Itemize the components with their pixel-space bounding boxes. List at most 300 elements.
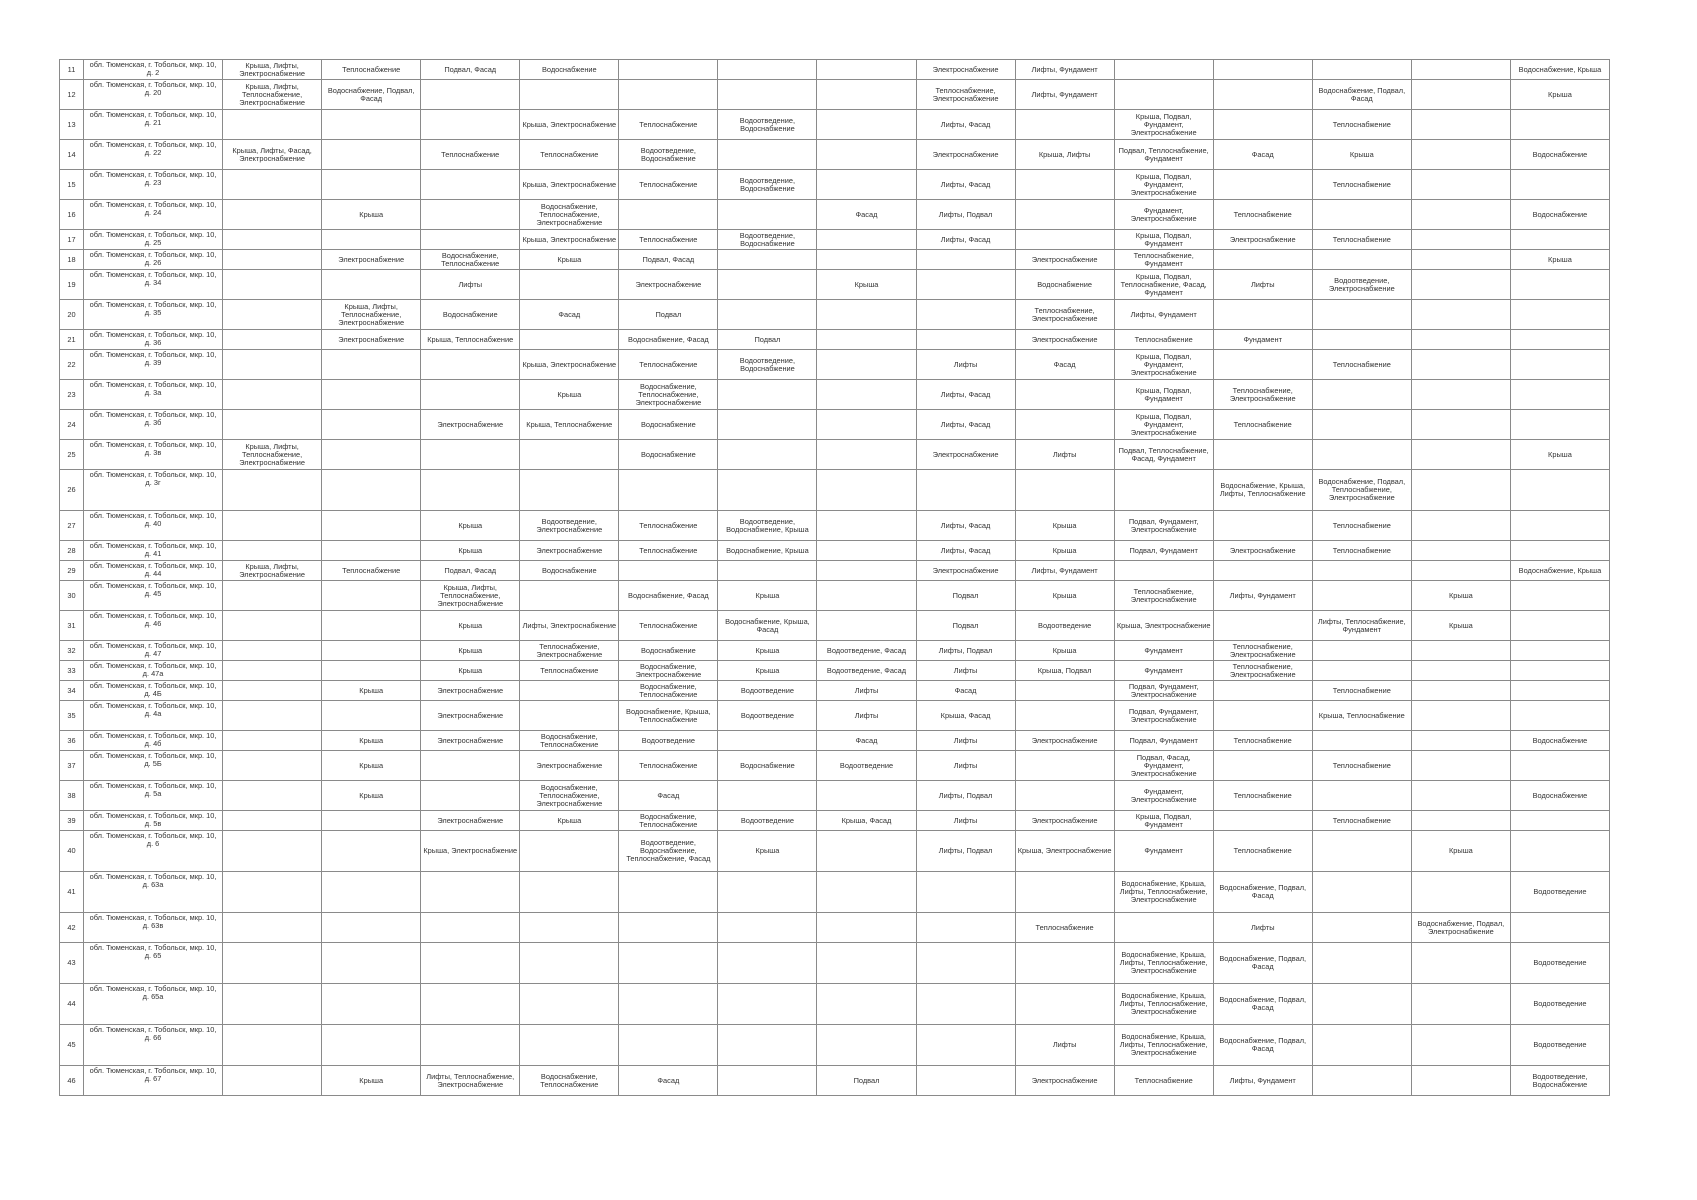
work-cell: [1411, 661, 1510, 681]
work-cell: [1510, 270, 1609, 300]
row-number-cell: 32: [60, 641, 84, 661]
address-cell: обл. Тюменская, г. Тобольск, мкр. 10, д. 47а: [84, 661, 223, 681]
work-cell: Подвал, Фундамент, Электроснабжение: [1114, 511, 1213, 541]
work-cell: Лифты, Теплоснабжение, Электроснабжение: [421, 1066, 520, 1096]
work-cell: [619, 80, 718, 110]
work-cell: [322, 270, 421, 300]
work-cell: Теплоснабжение: [619, 170, 718, 200]
work-cell: [817, 380, 916, 410]
work-cell: [916, 872, 1015, 913]
work-cell: Подвал: [916, 611, 1015, 641]
work-cell: Теплоснабжение, Электроснабжение: [1213, 380, 1312, 410]
work-cell: Крыша: [1015, 541, 1114, 561]
work-cell: [520, 913, 619, 943]
work-cell: Крыша: [421, 611, 520, 641]
work-cell: [718, 872, 817, 913]
work-cell: Электроснабжение: [520, 541, 619, 561]
work-cell: [817, 230, 916, 250]
work-cell: Крыша: [718, 581, 817, 611]
table-row: [60, 440, 1610, 470]
work-cell: [223, 701, 322, 731]
work-cell: [421, 440, 520, 470]
work-cell: [322, 110, 421, 140]
work-cell: [1213, 681, 1312, 701]
work-cell: [322, 641, 421, 661]
work-cell: Электроснабжение: [1213, 230, 1312, 250]
work-cell: Фасад: [817, 200, 916, 230]
work-cell: [619, 200, 718, 230]
work-cell: [1411, 200, 1510, 230]
address-cell: обл. Тюменская, г. Тобольск, мкр. 10, д. 23: [84, 170, 223, 200]
work-cell: Лифты, Фасад: [916, 410, 1015, 440]
work-cell: [223, 250, 322, 270]
work-cell: [1510, 701, 1609, 731]
work-cell: [223, 350, 322, 380]
work-cell: Крыша: [718, 641, 817, 661]
work-cell: [1411, 140, 1510, 170]
work-cell: Подвал, Теплоснабжение, Фасад, Фундамент: [1114, 440, 1213, 470]
work-cell: [322, 380, 421, 410]
work-cell: [1411, 110, 1510, 140]
work-cell: [322, 140, 421, 170]
work-cell: Электроснабжение: [1015, 250, 1114, 270]
work-cell: [322, 440, 421, 470]
work-cell: [223, 831, 322, 872]
work-cell: Электроснабжение: [421, 731, 520, 751]
work-cell: [817, 511, 916, 541]
address-cell: обл. Тюменская, г. Тобольск, мкр. 10, д. 21: [84, 110, 223, 140]
work-cell: Крыша: [1411, 581, 1510, 611]
row-number-cell: 31: [60, 611, 84, 641]
work-cell: Крыша: [520, 811, 619, 831]
work-cell: Теплоснабжение: [1312, 511, 1411, 541]
work-cell: [520, 270, 619, 300]
row-number-cell: 19: [60, 270, 84, 300]
work-cell: Крыша: [322, 781, 421, 811]
work-cell: [1411, 701, 1510, 731]
work-cell: [817, 300, 916, 330]
work-cell: [817, 110, 916, 140]
address-cell: обл. Тюменская, г. Тобольск, мкр. 10, д. 26: [84, 250, 223, 270]
work-cell: [1411, 1066, 1510, 1096]
work-cell: [1510, 410, 1609, 440]
work-cell: [817, 1025, 916, 1066]
address-cell: обл. Тюменская, г. Тобольск, мкр. 10, д. 46: [84, 611, 223, 641]
work-cell: Крыша, Лифты, Электроснабжение: [223, 561, 322, 581]
work-cell: Подвал: [619, 300, 718, 330]
work-cell: Теплоснабжение: [322, 60, 421, 80]
work-cell: [1510, 641, 1609, 661]
work-cell: Подвал, Фундамент, Электроснабжение: [1114, 701, 1213, 731]
work-cell: Теплоснабжение: [619, 511, 718, 541]
work-cell: [1510, 751, 1609, 781]
work-cell: [421, 380, 520, 410]
row-number-cell: 33: [60, 661, 84, 681]
work-cell: Теплоснабжение: [1312, 350, 1411, 380]
work-cell: [1312, 410, 1411, 440]
work-cell: [1114, 80, 1213, 110]
work-cell: Лифты: [1213, 270, 1312, 300]
work-cell: [1312, 1066, 1411, 1096]
row-number-cell: 26: [60, 470, 84, 511]
work-cell: [1312, 330, 1411, 350]
work-cell: Крыша, Лифты, Теплоснабжение, Электроснабжение: [223, 440, 322, 470]
work-cell: [1312, 943, 1411, 984]
work-cell: [1411, 984, 1510, 1025]
work-cell: Водоснабжение: [1510, 731, 1609, 751]
work-cell: [817, 350, 916, 380]
table-row: [60, 661, 1610, 681]
row-number-cell: 29: [60, 561, 84, 581]
work-cell: [1411, 811, 1510, 831]
work-cell: Водоснабжение, Теплоснабжение, Электроснабжение: [520, 781, 619, 811]
work-cell: Фасад: [916, 681, 1015, 701]
work-cell: [718, 440, 817, 470]
work-cell: [1411, 80, 1510, 110]
work-cell: Крыша, Лифты, Теплоснабжение, Электроснабжение: [322, 300, 421, 330]
work-cell: [1213, 561, 1312, 581]
address-cell: обл. Тюменская, г. Тобольск, мкр. 10, д. 25: [84, 230, 223, 250]
row-number-cell: 21: [60, 330, 84, 350]
work-cell: [1411, 681, 1510, 701]
work-cell: Водоотведение: [718, 811, 817, 831]
work-cell: Водоснабжение: [520, 60, 619, 80]
work-cell: Подвал, Фундамент: [1114, 541, 1213, 561]
work-cell: [1411, 751, 1510, 781]
work-cell: [1411, 781, 1510, 811]
row-number-cell: 23: [60, 380, 84, 410]
work-cell: [1213, 110, 1312, 140]
row-number-cell: 14: [60, 140, 84, 170]
work-cell: [1411, 250, 1510, 270]
work-cell: [421, 872, 520, 913]
work-cell: [1411, 60, 1510, 80]
work-cell: Крыша: [322, 731, 421, 751]
work-cell: Крыша: [520, 380, 619, 410]
work-cell: Водоснабжение, Подвал, Фасад: [1213, 984, 1312, 1025]
work-cell: [421, 350, 520, 380]
work-cell: Крыша, Теплоснабжение: [520, 410, 619, 440]
work-cell: [1213, 751, 1312, 781]
work-cell: [718, 561, 817, 581]
row-number-cell: 22: [60, 350, 84, 380]
row-number-cell: 37: [60, 751, 84, 781]
row-number-cell: 34: [60, 681, 84, 701]
address-cell: обл. Тюменская, г. Тобольск, мкр. 10, д. 4б: [84, 731, 223, 751]
address-cell: обл. Тюменская, г. Тобольск, мкр. 10, д. 3в: [84, 440, 223, 470]
work-cell: Теплоснабжение, Электроснабжение: [1213, 661, 1312, 681]
work-cell: Лифты: [916, 350, 1015, 380]
work-cell: Электроснабжение: [916, 60, 1015, 80]
work-cell: [916, 913, 1015, 943]
work-cell: [223, 581, 322, 611]
work-cell: Теплоснабжение: [520, 661, 619, 681]
work-cell: Подвал, Фасад, Фундамент, Электроснабжение: [1114, 751, 1213, 781]
work-cell: Крыша, Фасад: [916, 701, 1015, 731]
work-cell: [1213, 80, 1312, 110]
table-row: [60, 330, 1610, 350]
work-cell: [718, 781, 817, 811]
work-cell: Теплоснабжение: [1312, 170, 1411, 200]
address-cell: обл. Тюменская, г. Тобольск, мкр. 10, д. 34: [84, 270, 223, 300]
work-cell: Теплоснабжение: [421, 140, 520, 170]
work-cell: Водоснабжение, Подвал, Теплоснабжение, Электроснабжение: [1312, 470, 1411, 511]
work-cell: [1015, 410, 1114, 440]
work-cell: Теплоснабжение: [619, 751, 718, 781]
address-cell: обл. Тюменская, г. Тобольск, мкр. 10, д. 2: [84, 60, 223, 80]
row-number-cell: 41: [60, 872, 84, 913]
work-cell: Лифты, Фундамент: [1015, 80, 1114, 110]
work-cell: [1213, 60, 1312, 80]
work-cell: [520, 872, 619, 913]
table-row: [60, 200, 1610, 230]
work-cell: Фундамент, Электроснабжение: [1114, 200, 1213, 230]
address-cell: обл. Тюменская, г. Тобольск, мкр. 10, д. 65а: [84, 984, 223, 1025]
address-cell: обл. Тюменская, г. Тобольск, мкр. 10, д. 65: [84, 943, 223, 984]
work-cell: [718, 410, 817, 440]
work-cell: [619, 913, 718, 943]
row-number-cell: 45: [60, 1025, 84, 1066]
work-cell: [322, 230, 421, 250]
work-cell: [520, 681, 619, 701]
work-cell: Водоотведение, Водоснабжение: [718, 110, 817, 140]
work-cell: [1213, 440, 1312, 470]
work-cell: Подвал, Фундамент: [1114, 731, 1213, 751]
work-cell: [223, 1066, 322, 1096]
work-cell: Крыша: [421, 661, 520, 681]
work-cell: [421, 751, 520, 781]
work-cell: [1312, 913, 1411, 943]
row-number-cell: 38: [60, 781, 84, 811]
table-row: [60, 581, 1610, 611]
table-row: [60, 60, 1610, 80]
work-cell: [1312, 561, 1411, 581]
work-cell: [1411, 270, 1510, 300]
work-cell: Крыша, Подвал, Фундамент, Электроснабжение: [1114, 410, 1213, 440]
work-cell: Электроснабжение: [916, 140, 1015, 170]
work-cell: [1510, 330, 1609, 350]
work-cell: Электроснабжение: [916, 561, 1015, 581]
work-cell: Теплоснабжение: [1114, 330, 1213, 350]
work-cell: [619, 60, 718, 80]
address-cell: обл. Тюменская, г. Тобольск, мкр. 10, д. 24: [84, 200, 223, 230]
work-cell: [520, 440, 619, 470]
work-cell: [619, 872, 718, 913]
address-cell: обл. Тюменская, г. Тобольск, мкр. 10, д. 35: [84, 300, 223, 330]
work-cell: Водоснабжение, Теплоснабжение, Электроснабжение: [619, 380, 718, 410]
work-cell: Крыша, Электроснабжение: [520, 170, 619, 200]
work-cell: [223, 751, 322, 781]
work-cell: [718, 913, 817, 943]
table-row: [60, 80, 1610, 110]
work-cell: [916, 300, 1015, 330]
work-cell: [223, 984, 322, 1025]
work-cell: [718, 984, 817, 1025]
work-cell: Лифты: [1213, 913, 1312, 943]
work-cell: [223, 541, 322, 561]
work-cell: [1411, 511, 1510, 541]
work-cell: Лифты, Фундамент: [1114, 300, 1213, 330]
work-cell: [817, 440, 916, 470]
work-cell: Крыша, Электроснабжение: [421, 831, 520, 872]
work-cell: Подвал, Теплоснабжение, Фундамент: [1114, 140, 1213, 170]
address-cell: обл. Тюменская, г. Тобольск, мкр. 10, д. 3а: [84, 380, 223, 410]
work-cell: [1015, 751, 1114, 781]
work-cell: Водоснабжение, Подвал, Фасад: [1213, 943, 1312, 984]
work-cell: [817, 781, 916, 811]
work-cell: [223, 380, 322, 410]
work-cell: [1015, 230, 1114, 250]
work-cell: Водоснабжение, Теплоснабжение, Электроснабжение: [520, 200, 619, 230]
work-cell: Крыша, Подвал, Теплоснабжение, Фасад, Фундамент: [1114, 270, 1213, 300]
work-cell: [916, 1025, 1015, 1066]
work-cell: [916, 270, 1015, 300]
address-cell: обл. Тюменская, г. Тобольск, мкр. 10, д. 3б: [84, 410, 223, 440]
work-cell: [1312, 250, 1411, 270]
row-number-cell: 18: [60, 250, 84, 270]
work-cell: Крыша: [1015, 641, 1114, 661]
work-cell: Крыша, Подвал, Фундамент, Электроснабжение: [1114, 350, 1213, 380]
work-cell: Фундамент: [1114, 831, 1213, 872]
row-number-cell: 28: [60, 541, 84, 561]
work-cell: Теплоснабжение: [1213, 781, 1312, 811]
work-cell: [223, 230, 322, 250]
work-cell: Теплоснабжение: [619, 541, 718, 561]
work-cell: [1312, 661, 1411, 681]
work-cell: [1312, 380, 1411, 410]
address-cell: обл. Тюменская, г. Тобольск, мкр. 10, д. 36: [84, 330, 223, 350]
work-cell: Теплоснабжение: [619, 110, 718, 140]
table-row: [60, 781, 1610, 811]
work-cell: [1114, 561, 1213, 581]
table-row: [60, 811, 1610, 831]
work-cell: Лифты, Электроснабжение: [520, 611, 619, 641]
work-cell: Крыша, Подвал, Фундамент: [1114, 811, 1213, 831]
work-cell: [1510, 811, 1609, 831]
work-cell: Водоснабжение, Крыша, Фасад: [718, 611, 817, 641]
work-cell: Водоснабжение, Теплоснабжение: [520, 731, 619, 751]
work-cell: [520, 470, 619, 511]
row-number-cell: 12: [60, 80, 84, 110]
work-cell: Водоснабжение, Подвал, Фасад: [1312, 80, 1411, 110]
work-cell: [223, 681, 322, 701]
work-cell: Теплоснабжение: [619, 230, 718, 250]
work-cell: [322, 1025, 421, 1066]
work-cell: [1510, 681, 1609, 701]
work-cell: [619, 984, 718, 1025]
work-cell: [1015, 701, 1114, 731]
work-cell: Теплоснабжение, Электроснабжение: [1015, 300, 1114, 330]
work-cell: [223, 872, 322, 913]
work-cell: [520, 943, 619, 984]
work-cell: Фасад: [817, 731, 916, 751]
work-cell: [619, 470, 718, 511]
table-row: [60, 541, 1610, 561]
work-cell: [1510, 913, 1609, 943]
address-cell: обл. Тюменская, г. Тобольск, мкр. 10, д. 22: [84, 140, 223, 170]
work-cell: Крыша: [1411, 611, 1510, 641]
work-cell: Крыша: [1015, 581, 1114, 611]
work-cell: [1510, 661, 1609, 681]
row-number-cell: 46: [60, 1066, 84, 1096]
work-cell: Лифты, Подвал: [916, 200, 1015, 230]
address-cell: обл. Тюменская, г. Тобольск, мкр. 10, д. 66: [84, 1025, 223, 1066]
work-cell: Лифты, Подвал: [916, 641, 1015, 661]
work-cell: Водоотведение: [1510, 943, 1609, 984]
work-cell: Водоснабжение, Крыша, Теплоснабжение: [619, 701, 718, 731]
work-cell: [322, 831, 421, 872]
work-cell: [223, 641, 322, 661]
work-cell: [421, 943, 520, 984]
work-cell: [1213, 611, 1312, 641]
row-number-cell: 16: [60, 200, 84, 230]
work-cell: [916, 470, 1015, 511]
work-cell: [1312, 581, 1411, 611]
work-cell: Водоснабжение, Теплоснабжение: [619, 681, 718, 701]
work-cell: [817, 80, 916, 110]
work-cell: [1213, 250, 1312, 270]
work-cell: Электроснабжение: [1213, 541, 1312, 561]
work-cell: Крыша, Электроснабжение: [1114, 611, 1213, 641]
work-cell: [322, 611, 421, 641]
work-cell: Фундамент: [1114, 661, 1213, 681]
work-cell: Фасад: [1015, 350, 1114, 380]
work-cell: [421, 984, 520, 1025]
work-cell: [1510, 350, 1609, 380]
table-row: [60, 984, 1610, 1025]
work-cell: [223, 611, 322, 641]
work-cell: Водоотведение: [619, 731, 718, 751]
work-cell: Крыша, Теплоснабжение: [1312, 701, 1411, 731]
work-cell: Крыша: [1312, 140, 1411, 170]
address-cell: обл. Тюменская, г. Тобольск, мкр. 10, д. 63в: [84, 913, 223, 943]
work-cell: Водоотведение: [1510, 872, 1609, 913]
work-cell: [817, 872, 916, 913]
work-cell: Теплоснабжение: [1312, 811, 1411, 831]
work-cell: [322, 811, 421, 831]
work-cell: Лифты, Фасад: [916, 230, 1015, 250]
work-cell: Теплоснабжение, Электроснабжение: [1213, 641, 1312, 661]
work-cell: Теплоснабжение: [1312, 751, 1411, 781]
work-cell: Лифты: [817, 681, 916, 701]
work-cell: Теплоснабжение: [619, 350, 718, 380]
address-cell: обл. Тюменская, г. Тобольск, мкр. 10, д. 4Б: [84, 681, 223, 701]
work-cell: [718, 80, 817, 110]
work-cell: Фасад: [619, 1066, 718, 1096]
work-cell: [1312, 440, 1411, 470]
work-cell: [1411, 440, 1510, 470]
work-cell: Крыша: [817, 270, 916, 300]
work-cell: Электроснабжение: [421, 681, 520, 701]
work-cell: [322, 541, 421, 561]
work-cell: [322, 581, 421, 611]
table-row: [60, 872, 1610, 913]
work-cell: Электроснабжение: [421, 410, 520, 440]
table-row: [60, 751, 1610, 781]
work-cell: [1411, 330, 1510, 350]
work-cell: Подвал, Фундамент, Электроснабжение: [1114, 681, 1213, 701]
work-cell: [322, 661, 421, 681]
work-cell: Водоотведение, Фасад: [817, 641, 916, 661]
work-cell: [223, 410, 322, 440]
work-cell: [223, 1025, 322, 1066]
work-cell: [718, 200, 817, 230]
work-cell: Электроснабжение: [322, 330, 421, 350]
work-cell: Водоснабжение: [520, 561, 619, 581]
address-cell: обл. Тюменская, г. Тобольск, мкр. 10, д. 5Б: [84, 751, 223, 781]
work-cell: Теплоснабжение: [1015, 913, 1114, 943]
work-cell: Крыша, Лифты: [1015, 140, 1114, 170]
